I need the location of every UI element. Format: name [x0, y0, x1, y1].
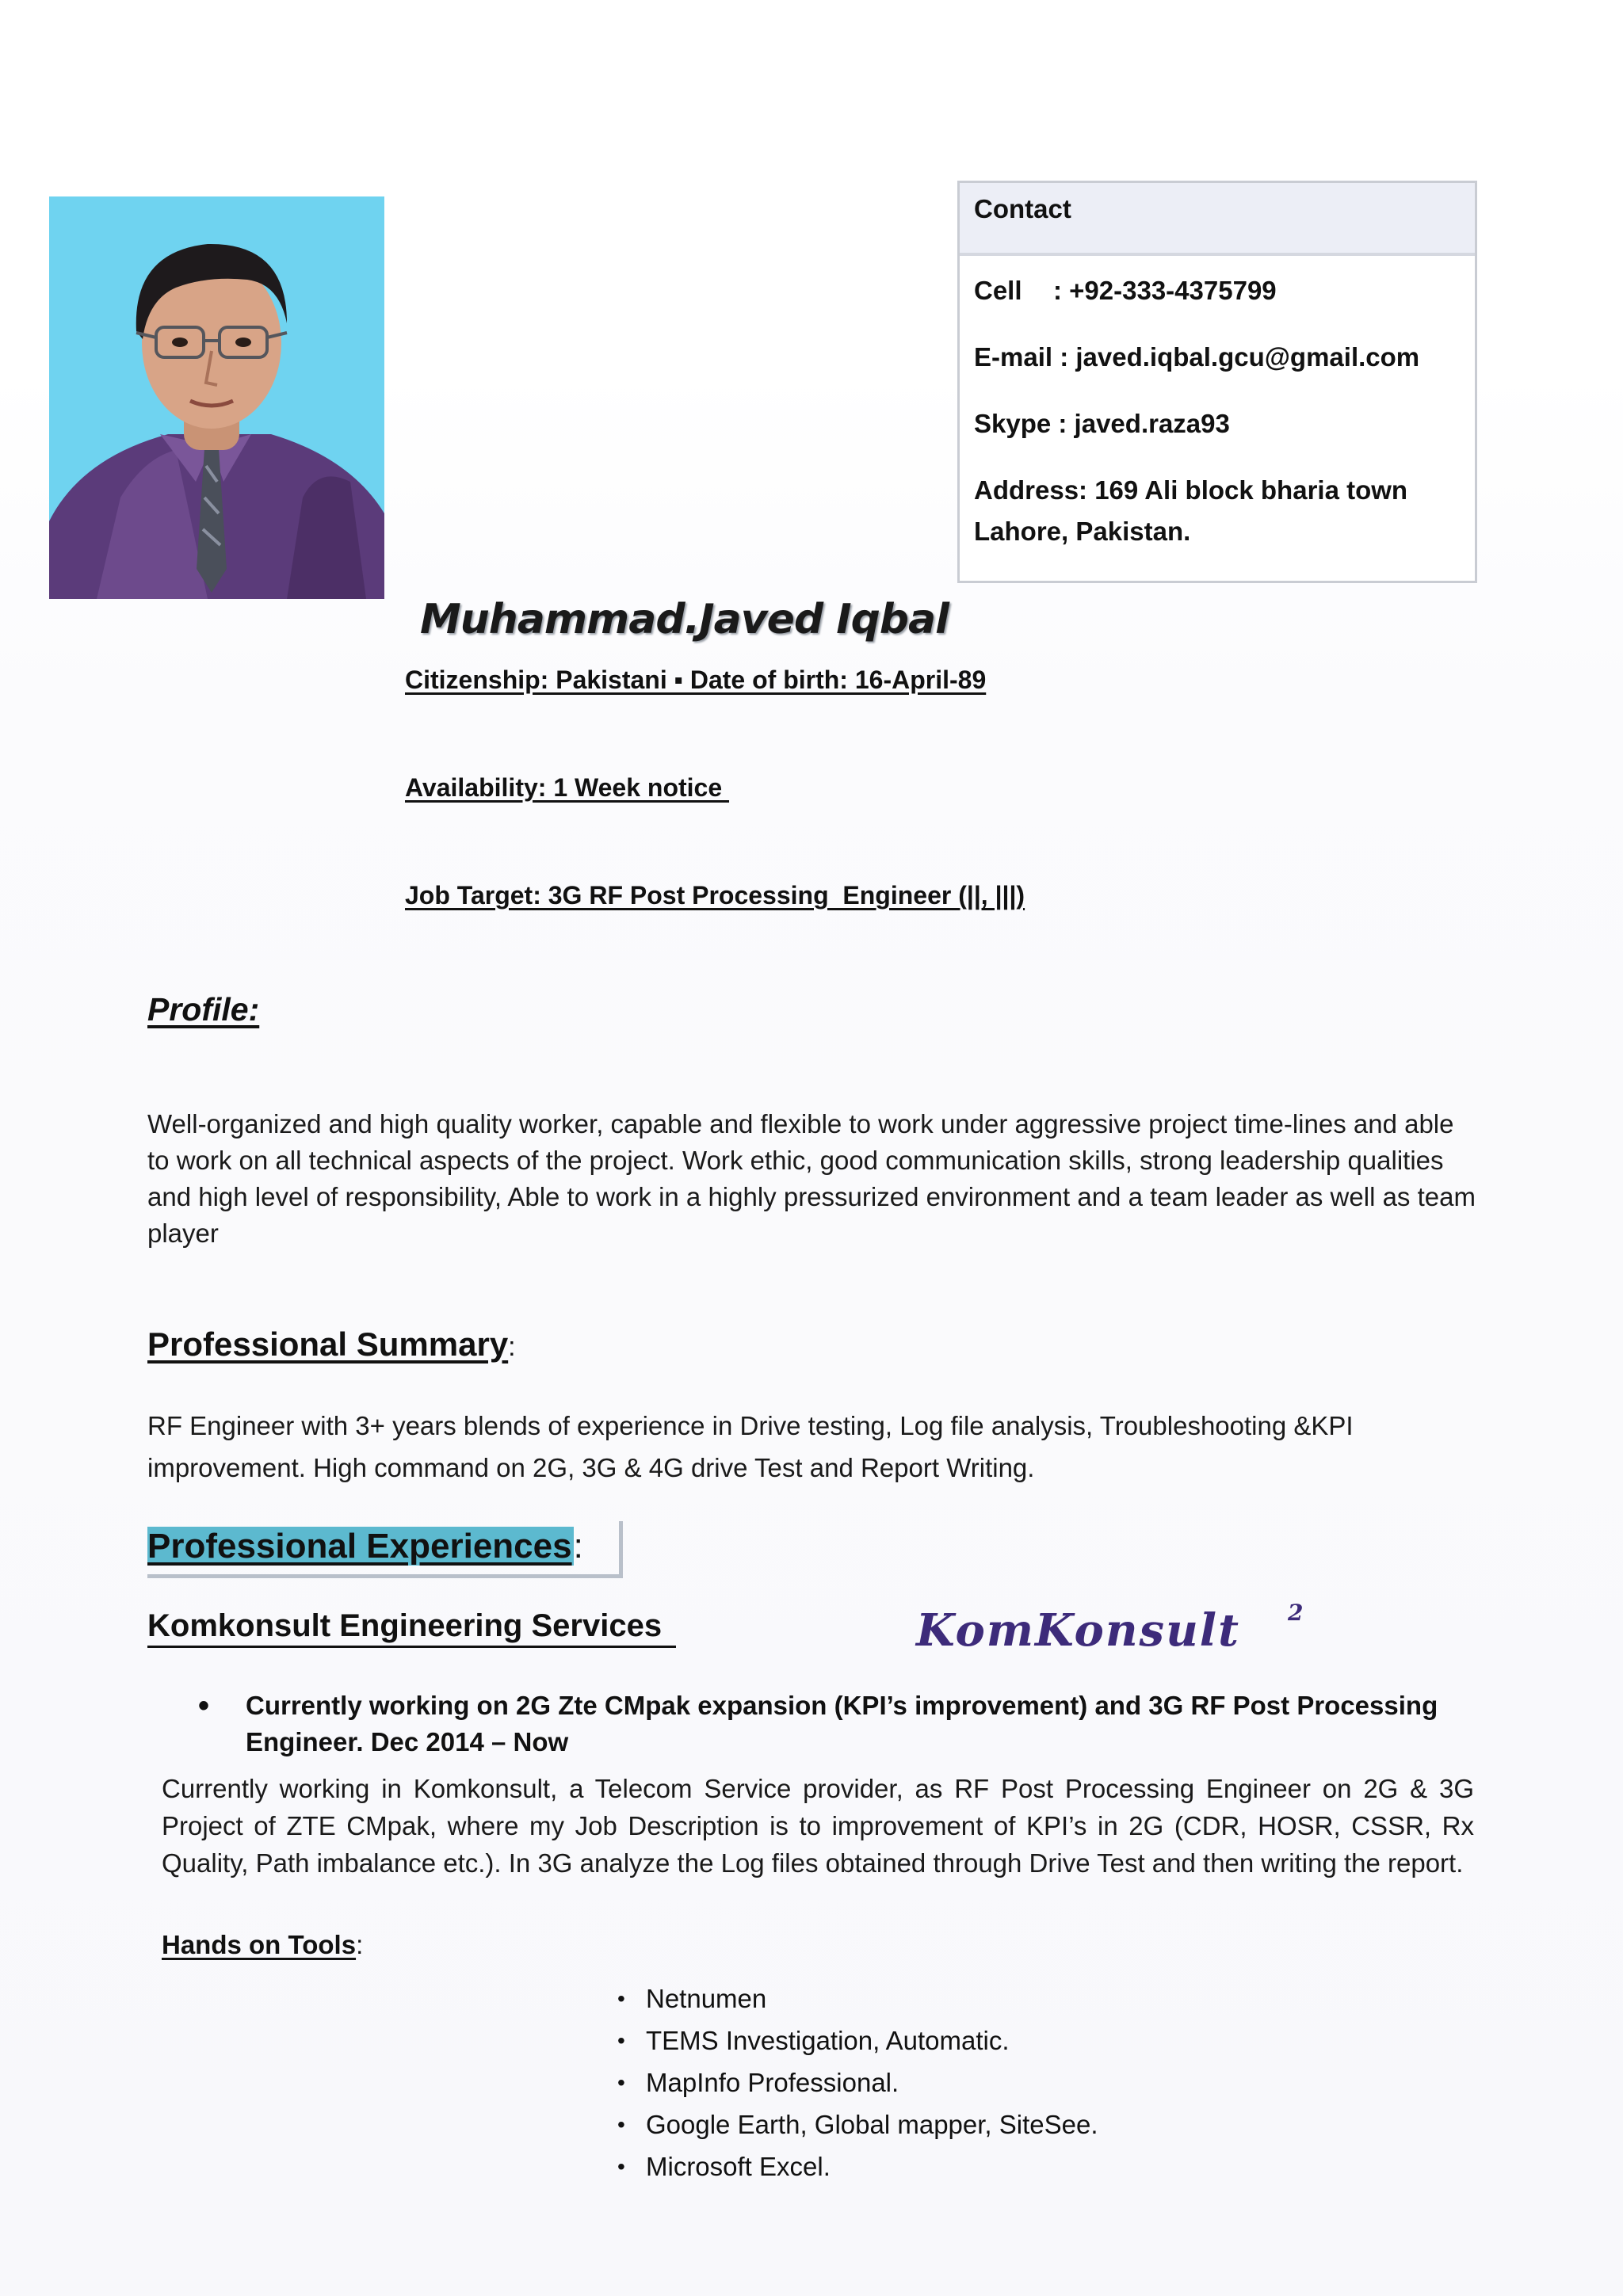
list-item: • MapInfo Professional.: [617, 2068, 899, 2097]
profile-photo-illustration: [49, 196, 384, 599]
citizenship-dob: Citizenship: Pakistani ▪ Date of birth: 16-April-89: [405, 666, 987, 694]
contact-heading: Contact: [960, 183, 1475, 256]
experience-heading: [147, 1521, 623, 1578]
logo-text: KomKonsult: [916, 1604, 1240, 1657]
tools-heading: [162, 1930, 363, 1960]
profile-text: Well-organized and high quality worker, capable and flexible to work under aggressive project time-lines and able to work on all technical aspects of the project. Work ethic, good communication skills, strong leadership qualities and high level of responsibility, Able to work in a highly pressurized environment and a team leader as well as team player: [147, 1109, 1476, 1248]
list-item: • Microsoft Excel.: [617, 2152, 831, 2181]
tools-heading-text: Hands on Tools: [162, 1930, 357, 1959]
summary-heading-colon: :: [508, 1332, 516, 1362]
summary-line-1: RF Engineer with 3+ years blends of experience in Drive testing, Log file analysis, Troubleshooting &KPI: [147, 1411, 1354, 1440]
experience-heading-text: Professional Experiences: [147, 1527, 572, 1566]
contact-skype: Skype : javed.raza93: [974, 409, 1230, 438]
tool-label: TEMS Investigation, Automatic.: [646, 2026, 1010, 2055]
address-line-2: Lahore, Pakistan.: [974, 517, 1191, 546]
role-description: Currently working in Komkonsult, a Telecom Service provider, as RF Post Processing Engineer on 2G & 3G Project of ZTE CMpak, where my Job Description is to improvement of KPI’s in 2G (CDR, HOSR, CSSR, Rx Quality, Path imbalance etc.). In 3G analyze the Log files obtained through Drive Test and then writing the report.: [162, 1774, 1474, 1878]
list-item: • TEMS Investigation, Automatic.: [617, 2026, 1010, 2055]
tool-label: Microsoft Excel.: [646, 2152, 831, 2181]
contact-details: [960, 256, 1475, 560]
address-line-1: Address: 169 Ali block bharia town: [974, 475, 1408, 505]
company-name: [147, 1608, 676, 1648]
list-item: • Netnumen: [617, 1984, 767, 2013]
tool-label: MapInfo Professional.: [646, 2068, 899, 2097]
role-bullet-text: Currently working on 2G Zte CMpak expansion (KPI’s improvement) and 3G RF Post Processing Engineer. Dec 2014 – Now: [246, 1691, 1438, 1756]
summary-text: [147, 1405, 1479, 1489]
summary-heading-text: Professional Summary: [147, 1325, 509, 1363]
list-item: • Google Earth, Global mapper, SiteSee.: [617, 2110, 1098, 2139]
profile-heading: Profile:: [147, 991, 260, 1028]
contact-cell: [974, 270, 1461, 311]
profile-photo: [49, 196, 384, 599]
tool-label: Netnumen: [646, 1984, 767, 2013]
tool-label: Google Earth, Global mapper, SiteSee.: [646, 2110, 1098, 2139]
tools-heading-colon: :: [356, 1930, 364, 1959]
logo-superscript: 2: [1288, 1600, 1304, 1626]
tools-list: [614, 1978, 1098, 2187]
experience-heading-colon: :: [573, 1527, 583, 1566]
contact-box: [957, 181, 1477, 583]
contact-address: [974, 470, 1449, 552]
cell-value: : +92-333-4375799: [1053, 276, 1277, 305]
summary-heading: [147, 1325, 516, 1363]
company-name-text: Komkonsult Engineering Services: [147, 1608, 663, 1643]
cell-label: Cell: [974, 276, 1022, 305]
summary-line-2: improvement. High command on 2G, 3G & 4G drive Test and Report Writing.: [147, 1453, 1035, 1482]
komkonsult-logo: [911, 1596, 1323, 1660]
candidate-name: Muhammad.Javed Iqbal: [420, 596, 949, 643]
job-target: Job Target: 3G RF Post Processing Engineer (||, |||): [405, 881, 1025, 910]
contact-email: E-mail : javed.iqbal.gcu@gmail.com: [974, 342, 1420, 372]
bullet-dot: •: [198, 1688, 210, 1723]
availability: Availability: 1 Week notice: [405, 773, 730, 802]
